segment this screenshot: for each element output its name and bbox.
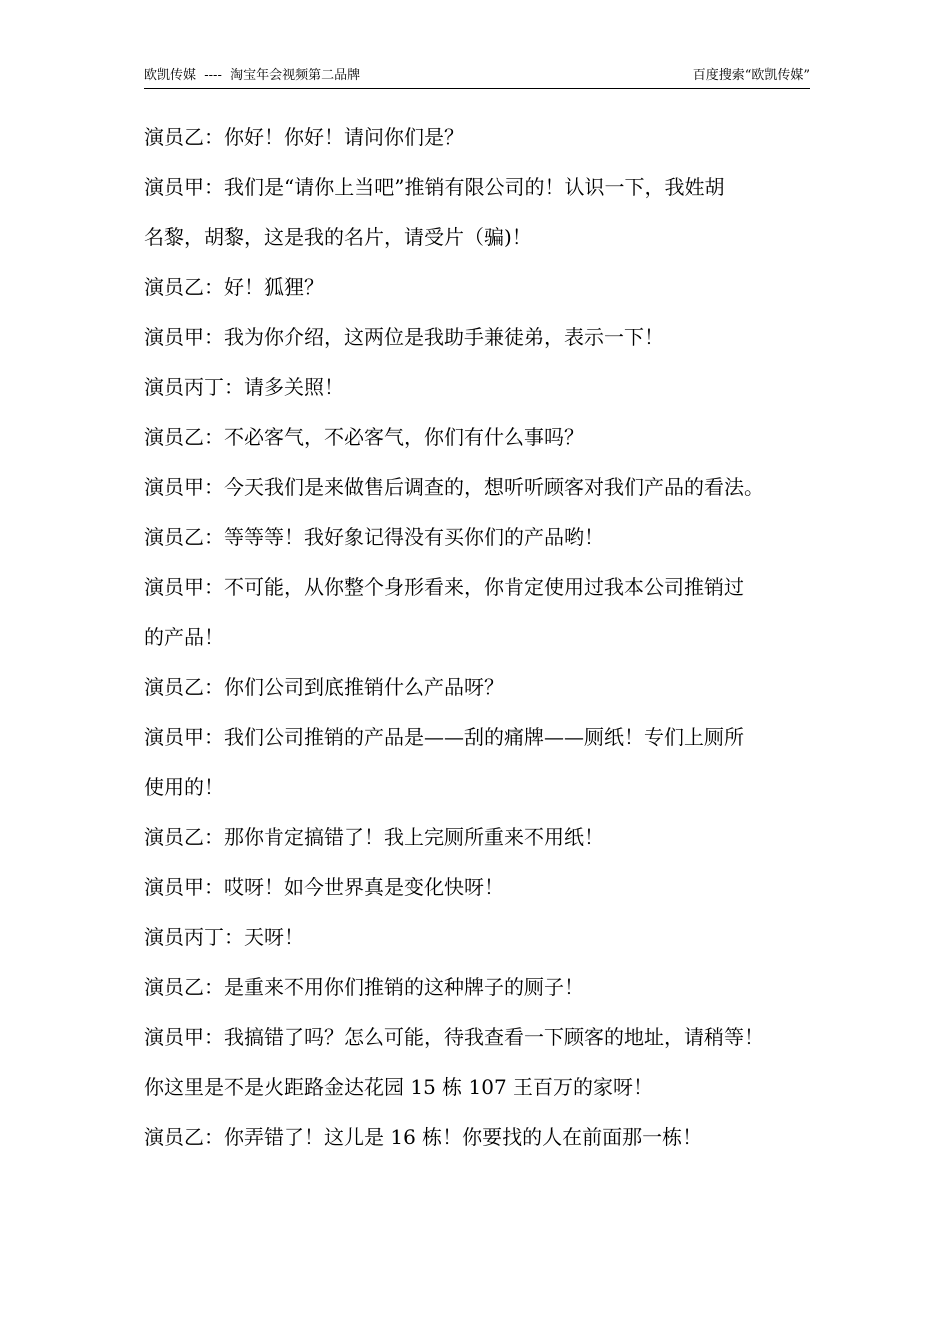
script-line: 演员甲：我搞错了吗？怎么可能，待我查看一下顾客的地址，请稍等！ bbox=[144, 1025, 764, 1049]
script-line: 演员乙：是重来不用你们推销的这种牌子的厕子！ bbox=[144, 975, 584, 999]
script-line: 演员乙：你弄错了！这儿是 16 栋！你要找的人在前面那一栋！ bbox=[144, 1125, 703, 1149]
script-line: 演员丙丁：请多关照！ bbox=[144, 375, 344, 399]
script-line: 演员乙：好！狐狸？ bbox=[144, 275, 324, 299]
script-line: 演员甲：我们是“请你上当吧”推销有限公司的！认识一下，我姓胡 bbox=[144, 175, 725, 199]
script-line: 演员乙：你好！你好！请问你们是？ bbox=[144, 125, 464, 149]
script-line: 演员乙：那你肯定搞错了！我上完厕所重来不用纸！ bbox=[144, 825, 604, 849]
script-line: 演员甲：哎呀！如今世界真是变化快呀！ bbox=[144, 875, 504, 899]
script-line: 演员甲：我们公司推销的产品是——刮的痛牌——厕纸！专们上厕所 bbox=[144, 725, 744, 749]
script-line: 名黎，胡黎，这是我的名片，请受片（骗)！ bbox=[144, 225, 532, 249]
script-line: 演员甲：我为你介绍，这两位是我助手兼徒弟，表示一下！ bbox=[144, 325, 664, 349]
script-line: 使用的！ bbox=[144, 775, 224, 799]
script-line: 的产品！ bbox=[144, 625, 224, 649]
script-line: 演员乙：等等等！我好象记得没有买你们的产品哟！ bbox=[144, 525, 604, 549]
script-line: 演员甲：今天我们是来做售后调查的，想听听顾客对我们产品的看法。 bbox=[144, 475, 764, 499]
page-header bbox=[144, 66, 810, 89]
script-line: 你这里是不是火距路金达花园 15 栋 107 王百万的家呀！ bbox=[144, 1075, 654, 1099]
script-line: 演员丙丁：天呀！ bbox=[144, 925, 304, 949]
script-line: 演员甲：不可能，从你整个身形看来，你肯定使用过我本公司推销过 bbox=[144, 575, 744, 599]
script-body bbox=[144, 112, 810, 1162]
header-right-text: 百度搜索“欧凯传媒” bbox=[692, 68, 810, 83]
script-line: 演员乙：你们公司到底推销什么产品呀？ bbox=[144, 675, 504, 699]
header-left-text: 欧凯传媒 ---- 淘宝年会视频第二品牌 bbox=[144, 68, 361, 83]
script-line: 演员乙：不必客气，不必客气，你们有什么事吗？ bbox=[144, 425, 584, 449]
